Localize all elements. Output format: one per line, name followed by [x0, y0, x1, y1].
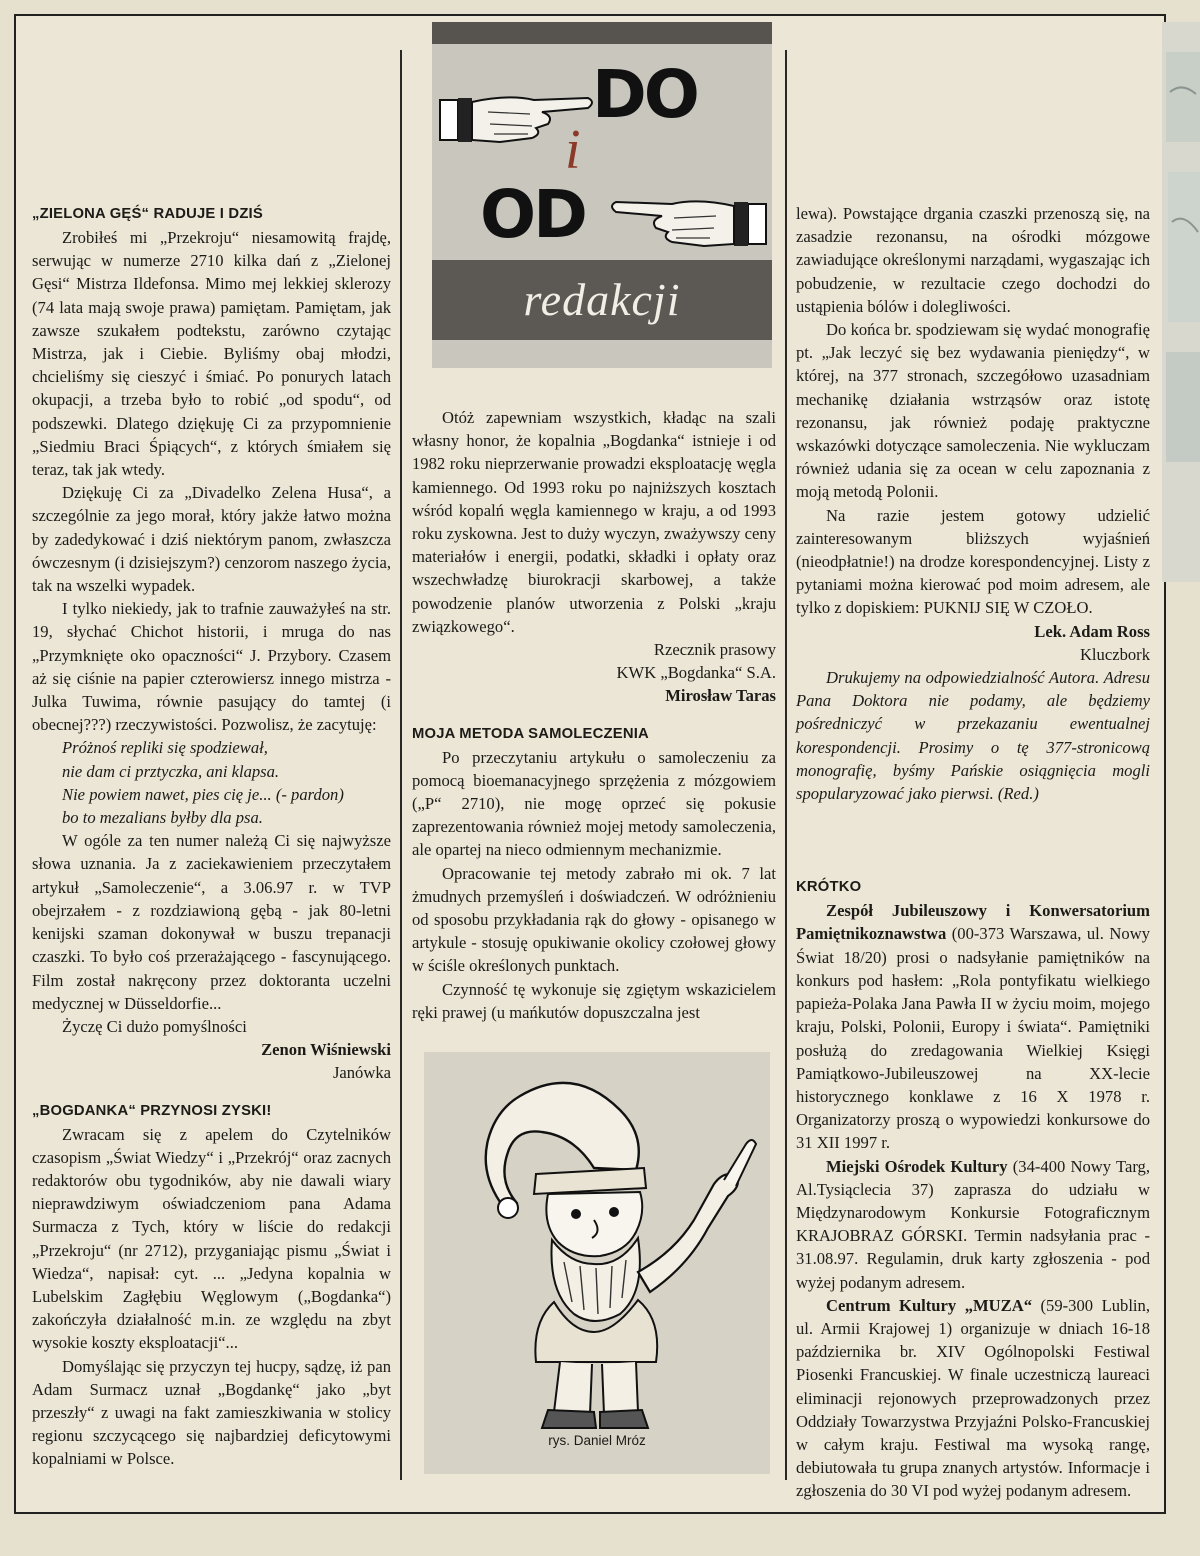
masthead-od: OD	[480, 176, 585, 253]
editorial-note: Drukujemy na odpowiedzialność Autora. Adresu Pana Doktora nie podamy, ale będziemy pośredniczyć w przekazaniu ewentualnej korespondencji. Prosimy o tę 377-stronicową monografię, byśmy Pańskie osiągnięcia mogli spopularyzować jako pierwsi. (Red.)	[796, 668, 1150, 804]
pointing-hand-left-icon	[602, 182, 767, 252]
mid-paragraph-4: Czynność tę wykonuje się zgiętym wskazicielem ręki prawej (u mańkutów dopuszczalna jest	[412, 979, 776, 1022]
gnome-illustration	[424, 1052, 770, 1474]
right-paragraph-2: Do końca br. spodziewam się wydać monografię pt. „Jak leczyć się bez wydawania pieniędzy“, w której, na 377 stronach, szczegółowo uzasadniam mechanikę działania wstrząsów oraz istotę rezonansu, jak również podaję praktyczne wskazówki dotyczące samoleczenia. Nie wykluczam również udania się za ocean w celu zapoznania z moją metodą Polonii.	[796, 320, 1150, 502]
column-rule-left	[400, 50, 402, 1480]
middle-column	[412, 406, 776, 1024]
left-paragraph-1: Zrobiłeś mi „Przekroju“ niesamowitą frajdę, serwując w numerze 2710 kilka dań z „Zielonej Gęsi“ Mistrza Ildefonsa. Mimo mej lekkiej sklerozy (74 lata mają swoje prawa) pamiętam. Pamiętam, jak zawsze szukałem podtekstu, zarówno czytając Mistrza, jak i Ciebie. Byliśmy obaj młodzi, chcieliśmy się cieszyć i śmiać. Po ponurych latach okupacji, a trzeba było to robić „od spodu“, od podszewki. Dlatego dziękuję Ci za przypomnienie „Siedmiu Braci Śpiących“, z których śmiałem się teraz, tak jak wtedy.	[32, 228, 391, 480]
mid-paragraph-3: Opracowanie tej metody zabrało mi ok. 7 lat żmudnych przemyśleń i doświadczeń. W odróżnieniu od sposobu przykładania rąk do głowy - opisanego w artykule - stosuję opukiwanie okolicy czołowej głowy w ściśle określonych punktach.	[412, 863, 776, 976]
masthead-do: DO	[592, 56, 697, 133]
masthead-i: i	[565, 119, 581, 181]
right-column	[796, 202, 1150, 1503]
mid-paragraph-2: Po przeczytaniu artykułu o samoleczeniu za pomocą bioemanacyjnego sprzężenia z mózgowiem („P“ 2710), nie mogę oprzeć się pokusie zaprezentowania również mojej metody samoleczenia, ale opartej na nieco odmiennym mechanizmie.	[412, 747, 776, 860]
left-paragraph-6: Zwracam się z apelem do Czytelników czasopism „Świat Wiedzy“ i „Przekrój“ oraz zacnych redaktorów obu tygodników, aby nie dawali wiary nieprawdziwym oświadczeniom pana Adama Surmacza z Tych, który w liście do redakcji „Przekroju“ (nr 2712), przyganiając pismu „Świat i Wiedza“, napisał: cyt. ... „Jedyna kopalnia w Lubelskim Zagłębiu Węglowym („Bogdanka“) zakończyła działalność m.in. ze względu na zbyt wysokie koszty eksploatacji“...	[32, 1124, 391, 1353]
krotko-item-2-text: (34-400 Nowy Targ, Al.Tysiąclecia 37) zaprasza do udziału w Międzynarodowym Konkursie Fotograficznym KRAJOBRAZ GÓRSKI. Termin nadsyłania prac - 31.08.97. Regulamin, druk karty zgłoszenia - pod wyżej podanym adresem.	[796, 1156, 1150, 1292]
krotko-item-3-text: (59-300 Lublin, ul. Armii Krajowej 1) organizuje w dniach 16-18 października br. XIV Ogólnopolski Festiwal Piosenki Francuskiej. W finale uczestniczą laureaci eliminacji rejonowych przeprowadzonych przez Oddziały Towarzystwa Przyjaźni Polsko-Francuskiej w całym kraju. Festiwal ma wysoką rangę, debiutowała tu grupa znanych artystów. Informacje i zgłoszenia do 30 VI pod wyżej podanym adresem.	[796, 1295, 1150, 1501]
right-paragraph-1: lewa). Powstające drgania czaszki przenoszą się, na zasadzie rezonansu, na ośrodki mózgowe zawiadujące określonymi narządami, wygaszając ich pobudzenie, w rezultacie czego dochodzi do ustąpienia bólów i dolegliwości.	[796, 204, 1150, 316]
signature-miroslaw-taras: Mirosław Taras	[665, 686, 776, 706]
left-paragraph-4: W ogóle za ten numer należą Ci się najwyższe słowa uznania. Ja z zaciekawieniem przeczytałem artykuł „Samoleczenie“, a 3.06.97 r. w TVP obejrzałem - z rozdziawioną gębą - jak 80-letni kenijski szaman dokonywał w buszu trepanacji czaszki. To było coś przerażającego - fascynującego. Film został nakręcony przez doktoranta uczelni medycznej w Düsseldorfie...	[32, 831, 391, 1013]
illustration-credit: rys. Daniel Mróz	[548, 1433, 646, 1448]
poem-line: nie dam ci prztyczka, ani klapsa.	[62, 761, 280, 781]
left-column	[32, 202, 391, 1471]
masthead-top-bar	[432, 22, 772, 44]
signature-place-janowka: Janówka	[332, 1063, 391, 1083]
column-rule-right	[785, 50, 787, 1480]
left-paragraph-5: Życzę Ci dużo pomyślności	[62, 1016, 247, 1036]
poem-line: Próżnoś repliki się spodziewał,	[62, 738, 268, 758]
mid-paragraph-1: Otóż zapewniam wszystkich, kładąc na szali własny honor, że kopalnia „Bogdanka“ istnieje i od 1982 roku nieprzerwanie prowadzi eksploatację węgla kamiennego. Od 1993 roku po najniższych kosztach wśród kopalń węgla kamiennego w kraju, a od 1993 roku zyskowna. Jest to duży wyczyn, zważywszy ceny materiałów i energii, podatki, składki i opłaty oraz wszechwładzę biurokracji skarbowej, a także powodzenie planów utworzenia z Polski „kraju związkowego“.	[412, 408, 776, 636]
redakcji-label: redakcji	[523, 274, 681, 325]
left-paragraph-2: Dziękuję Ci za „Divadelko Zelena Husa“, a szczególnie za jego morał, który jakże łatwo można by zadedykować i dziś niektórym panom, zwłaszcza ówczesnym (i dzisiejszym?) cenzorom naszego życia, tak na wszelki wypadek.	[32, 483, 391, 596]
krotko-item-1-org: Zespół Jubileuszowy i Konwersatorium Pamiętnikoznawstwa	[796, 901, 1150, 944]
adjacent-page-edge	[1162, 22, 1200, 582]
left-paragraph-7: Domyślając się przyczyn tej hucpy, sądzę, iż pan Adam Surmacz uznał „Bogdankę“ jako „byt przeszły“ z uwagi na fakt zamieszkiwania w stolicy regionu szczycącego się najbardziej deficytowymi kopalniami w Polsce.	[32, 1356, 391, 1469]
tuwim-poem	[32, 736, 391, 829]
heading-krotko: KRÓTKO	[796, 879, 862, 896]
heading-moja-metoda: MOJA METODA SAMOLECZENIA	[412, 725, 649, 742]
gnome-pointing-drawing	[424, 1052, 770, 1442]
heading-bogdanka: „BOGDANKA“ PRZYNOSI ZYSKI!	[32, 1102, 272, 1119]
right-paragraph-3: Na razie jestem gotowy udzielić zainteresowanym bliższych wyjaśnień (nieodpłatnie!) na drodze korespondencyjnej. Listy z pytaniami można kierować pod moim adresem, ale tylko z dopiskiem: PUKNIJ SIĘ W CZOŁO.	[796, 505, 1150, 618]
left-paragraph-3: I tylko niekiedy, jak to trafnie zauważyłeś na str. 19, słychać Chichot historii, i mruga do nas „Przymknięte oko opaczności“ J. Przybory. Czasem aż się ciśnie na papier czterowiersz innego mistrza - Julka Tuwima, równie pasujący do tamtej (i obecnej???) rzeczywistości. Pozwolisz, że zacytuję:	[32, 599, 391, 735]
masthead-do-i-od-redakcji	[432, 22, 772, 368]
poem-line: bo to mezalians byłby dla psa.	[62, 808, 263, 828]
krotko-item-2	[796, 1155, 1150, 1294]
krotko-item-1	[796, 899, 1150, 1154]
krotko-item-3	[796, 1294, 1150, 1503]
krotko-item-2-org: Miejski Ośrodek Kultury	[826, 1156, 1008, 1176]
krotko-item-3-org: Centrum Kultury „MUZA“	[826, 1295, 1033, 1315]
redakcji-banner	[432, 260, 772, 340]
signature-place-kluczbork: Kluczbork	[1079, 644, 1150, 664]
signature-zenon-wisniewski: Zenon Wiśniewski	[261, 1040, 391, 1060]
signature-kwk-bogdanka: KWK „Bogdanka“ S.A.	[616, 663, 776, 683]
krotko-item-1-text: (00-373 Warszawa, ul. Nowy Świat 18/20) prosi o nadsyłanie pamiętników na konkurs pod hasłem: „Rola pontyfikatu wielkiego papieża-Polaka Jana Pawła II w życiu moim, mojego kraju, Polski, Polonii, Europy i świata“. Pamiętniki posłużą do zredagowania Wielkiej Księgi Pamiątkowo-Jubileuszowej na XX-lecie historycznego konklawe z 16 X 1978 r. Organizatorzy proszą o wypowiedzi konkursowe do 31 XII 1997 r.	[796, 924, 1150, 1153]
heading-zielona-ges: „ZIELONA GĘŚ“ RADUJE I DZIŚ	[32, 206, 263, 222]
poem-line: Nie powiem nawet, pies cię je... (- pardon)	[62, 784, 344, 804]
signature-adam-ross: Lek. Adam Ross	[1034, 621, 1150, 641]
signature-rzecznik: Rzecznik prasowy	[653, 640, 776, 660]
